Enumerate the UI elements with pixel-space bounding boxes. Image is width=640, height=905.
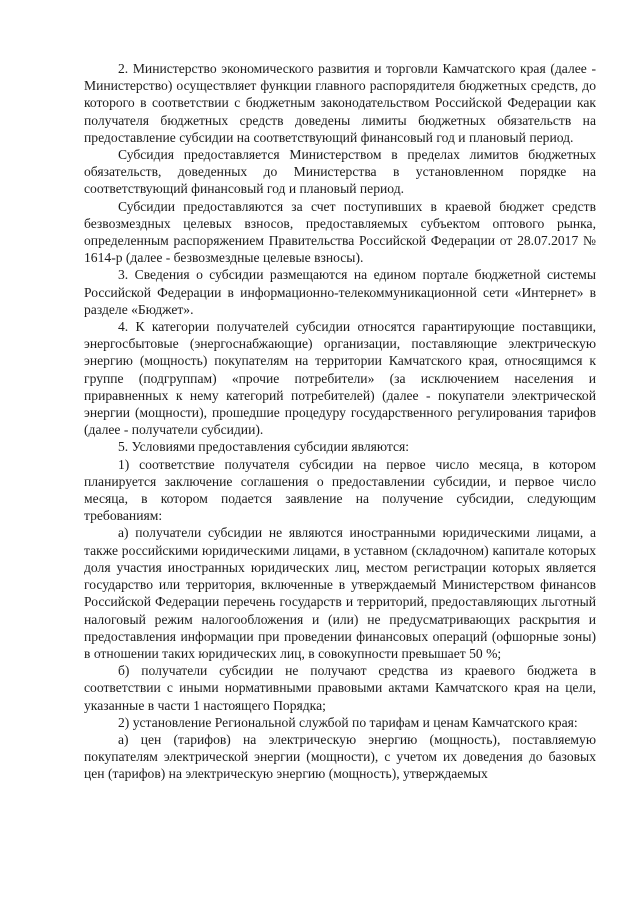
paragraph-3-portal: 3. Сведения о субсидии размещаются на едином портале бюджетной системы Российской Федерации в информационно-телекоммуникационной сети «Интернет» в разделе «Бюджет». [84,267,596,317]
paragraph-4-recipients: 4. К категории получателей субсидии относятся гарантирующие поставщики, энергосбытовые (энергоснабжающие) организации, поставляющие электрическую энергию (мощность) покупателям на территории Камчатского края, относящимся к группе (подгруппам) «прочие потребители» (за исключением населения и приравненных к нему категорий потребителей) (далее - покупатели электрической энергии (мощности), прошедшие процедуру государственного регулирования тарифов (далее - получатели субсидии). [84,319,596,438]
paragraph-condition-1b: б) получатели субсидии не получают средства из краевого бюджета в соответствии с иными нормативными правовыми актами Камчатского края на цели, указанные в части 1 настоящего Порядка; [84,663,596,713]
paragraph-condition-2a: а) цен (тарифов) на электрическую энергию (мощность), поставляемую покупателям электрической энергии (мощности), с учетом их доведения до базовых цен (тарифов) на электрическую энергию (мощность), утверждаемых [84,731,596,782]
document-page [84,60,596,783]
paragraph-subsidy-limits: Субсидия предоставляется Министерством в пределах лимитов бюджетных обязательств, доведенных до Министерства в установленном порядке на соответствующий финансовый год и плановый период. [84,147,596,197]
paragraph-2-ministry: 2. Министерство экономического развития и торговли Камчатского края (далее - Министерство) осуществляет функции главного распорядителя бюджетных средств, до которого в соответствии с бюджетным законодательством Российской Федерации как получателя бюджетных средств доведены лимиты бюджетных обязательств на предоставление субсидии на соответствующий финансовый год и плановый период. [84,61,596,145]
paragraph-subsidy-source: Субсидии предоставляются за счет поступивших в краевой бюджет средств безвозмездных целевых взносов, предоставляемых субъектом оптового рынка, определенным распоряжением Правительства Российской Федерации от 28.07.2017 № 1614-р (далее - безвозмездные целевые взносы). [84,198,596,266]
paragraph-condition-2: 2) установление Региональной службой по тарифам и ценам Камчатского края: [118,714,578,730]
paragraph-condition-1: 1) соответствие получателя субсидии на первое число месяца, в котором планируется заключение соглашения о предоставлении субсидии, и первое число месяца, в котором подается заявление на получение субсидии, следующим требованиям: [84,456,596,524]
paragraph-condition-1a: а) получатели субсидии не являются иностранными юридическими лицами, а также российскими юридическими лицами, в уставном (складочном) капитале которых доля участия иностранных юридических лиц, местом регистрации которых является государство или территория, включенные в утверждаемый Министерством финансов Российской Федерации перечень государств и территорий, предоставляющих льготный налоговый режим налогообложения и (или) не предусматривающих раскрытия и предоставления информации при проведении финансовых операций (офшорные зоны) в отношении таких юридических лиц, в совокупности превышает 50 %; [84,525,596,661]
paragraph-5-conditions: 5. Условиями предоставления субсидии являются: [118,439,410,455]
